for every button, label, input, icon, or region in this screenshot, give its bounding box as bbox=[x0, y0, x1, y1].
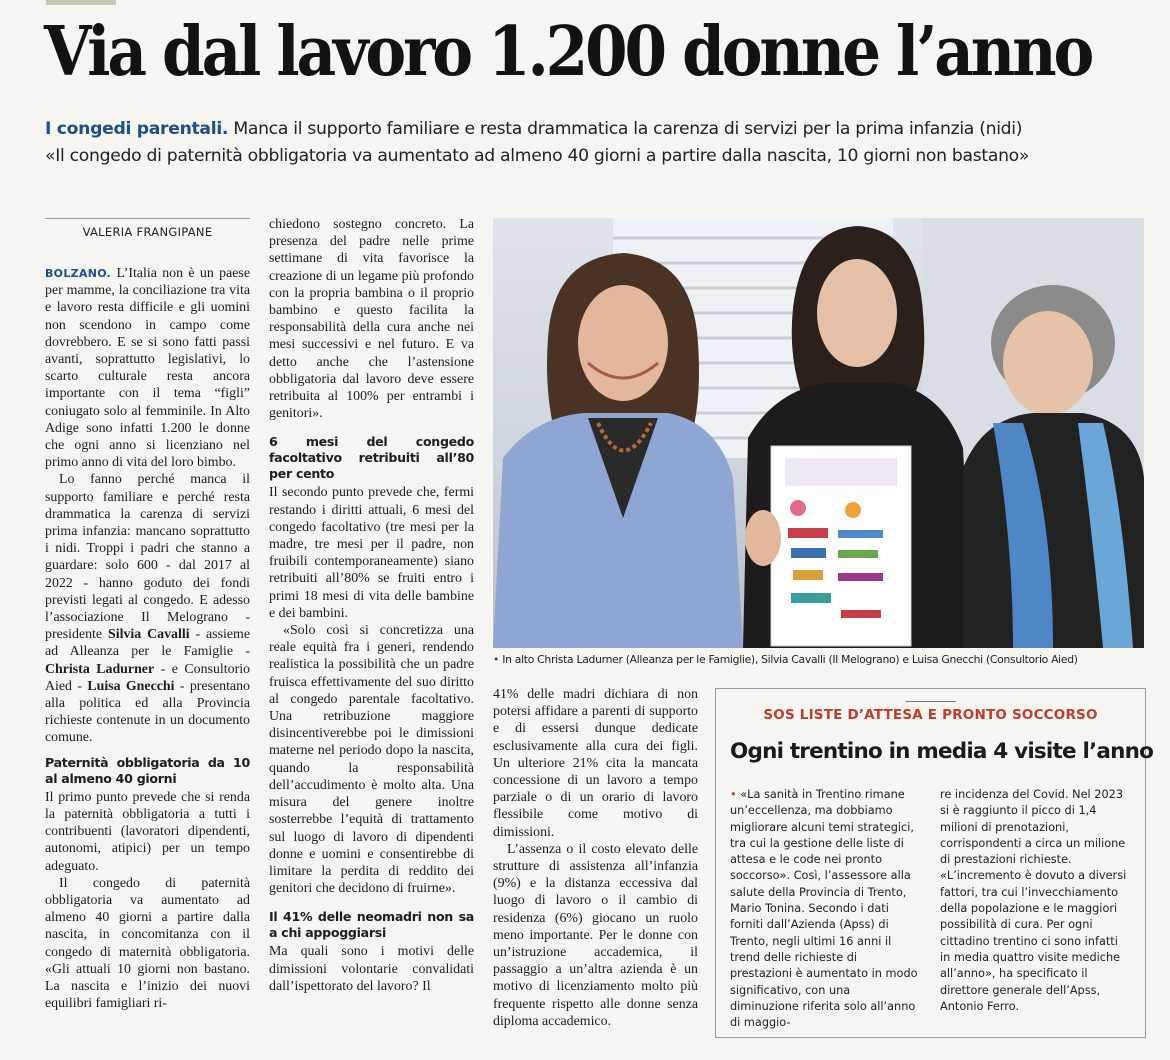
paragraph: chiedono sostegno concreto. La presenza del padre nelle prime settimane di vita favorisce la creazione di un legame più profondo con la propria bambina o il proprio bambino e questo facilita la responsabilità della cura anche nei mesi successivi e nel futuro. E va detto anche che l’astensione obbligatoria dal lavoro deve essere retribuita al 100% per entrambi i genitori». bbox=[269, 217, 474, 422]
paragraph: Il congedo di paternità obbligatoria va aumentato ad almeno 40 giorni a partire dalla nascita, in concomitanza con il congedo di maternità obbligatoria. «Gli attuali 10 giorni non bastano. La nascita e l’inizio dei nuovi equilibri famigliari ri- bbox=[45, 875, 250, 1012]
photo-illustration bbox=[493, 218, 1144, 648]
subhead-line-1: Manca il supporto familiare e resta drammatica la carenza di servizi per la prima infanzia (nidi) bbox=[233, 119, 1023, 139]
paragraph bbox=[45, 265, 250, 471]
sidebar-text: «La sanità in Trentino rimane un’eccellenza, ma dobbiamo migliorare alcuni temi strategici, tra cui la gestione delle liste di attesa e le code nei pronto soccorso». Così, l’assessore alla salute della Provincia di Trento, Mario Tonina. Secondo i dati forniti dall’Azienda (Apss) di Trento, negli ultimi 16 anni il trend delle richieste di prestazioni è aumentato in modo significativo, con una diminuzione riferita solo all’anno di maggio- bbox=[730, 788, 918, 1030]
person-name: Christa Ladurner bbox=[45, 661, 155, 677]
sidebar-box bbox=[715, 688, 1154, 1038]
section-subtitle: 6 mesi del congedo facoltativo retribuiti all’80 per cento bbox=[269, 434, 474, 482]
sidebar-column-1 bbox=[730, 787, 920, 1031]
headline: Via dal lavoro 1.200 donne l’anno bbox=[44, 12, 1092, 92]
sidebar-title: Ogni trentino in media 4 visite l’anno bbox=[730, 739, 1154, 764]
section-subtitle: Paternità obbligatoria da 10 al almeno 40 giorni bbox=[45, 754, 250, 786]
paragraph-text: - presentano alla politica ed alla Provincia richieste contenute in un documento comune. bbox=[45, 678, 250, 746]
paragraph: L’assenza o il costo elevato delle strutture di assistenza all’infanzia (9%) e la distanza eccessiva dal luogo di lavoro o il cambio di residenza (6%) giocano un ruolo meno importante. Per le donne con un’istruzione accademica, il passaggio a un’altra azienda è un motivo di licenziamento molto più frequente rispetto alle donne senza diploma accademico. bbox=[493, 841, 698, 1029]
article-column-1 bbox=[45, 265, 250, 1012]
byline: VALERIA FRANGIPANE bbox=[45, 218, 250, 239]
paragraph: Ma quali sono i motivi delle dimissioni volontarie convalidati dall’ispettorato del lavoro? Il bbox=[269, 944, 474, 994]
paragraph-text: Lo fanno perché manca il supporto familiare e perché resta drammatica la carenza di servizi prima infanzia: mancano soprattutto i nidi. Troppi i padri che stanno a guardare: solo 600 - dal 2017 al 2022 - hanno goduto dei fondi previsti legati al congedo. E adesso l’associazione Il Melograno - presidente bbox=[45, 472, 250, 643]
paragraph-text: L’Italia non è un paese per mamme, la conciliazione tra vita e lavoro resta difficile e gli uomini non scendono in campo come dovrebbero. E se si sono fatti passi avanti, soprattutto legislativi, lo scarto culturale resta ancora importante con il tema “figli” coniugato solo al femminile. In Alto Adige sono infatti 1.200 le donne che ogni anno si licenziano nel primo anno di vita del loro bimbo. bbox=[45, 266, 250, 471]
caption-bullet-icon: • bbox=[493, 653, 500, 666]
subhead-kicker: I congedi parentali. bbox=[45, 119, 229, 139]
person-name: Luisa Gnecchi bbox=[87, 678, 175, 694]
sidebar-kicker: SOS LISTE D’ATTESA E PRONTO SOCCORSO bbox=[763, 707, 1098, 723]
dateline: BOLZANO. bbox=[45, 267, 112, 280]
article-column-3 bbox=[493, 686, 698, 1030]
person-name: Silvia Cavalli bbox=[108, 627, 190, 643]
article-photo bbox=[493, 218, 1144, 648]
bullet-icon: • bbox=[730, 788, 741, 801]
photo-caption bbox=[493, 653, 1153, 666]
sidebar-column-2: re incidenza del Covid. Nel 2023 si è raggiunto il picco di 1,4 milioni di prenotazioni, corrispondenti a circa un milione di prestazioni richieste. «L’incremento è dovuto a diversi fattori, tra cui l’invecchiamento della popolazione e le maggiori possibilità di cura. Per ogni cittadino trentino ci sono infatti in media quattro visite mediche all’anno», ha specificato il direttore generale dell’Apss, Antonio Ferro. bbox=[940, 788, 1127, 1013]
paragraph-text: - assieme ad Alleanza per le Famiglie - bbox=[45, 627, 250, 660]
subheadline bbox=[45, 116, 1155, 170]
paragraph: 41% delle madri dichiara di non potersi affidare a parenti di supporto e di essersi dunque dedicate esclusivamente alla cura dei figli. Un ulteriore 21% cita la mancata concessione di un lavoro a tempo parziale o di un orario di lavoro flessibile come motivo di dimissioni. bbox=[493, 687, 698, 840]
paragraph: Il secondo punto prevede che, fermi restando i diritti attuali, 6 mesi del congedo facoltativo (tre mesi per la madre, tre mesi per il padre, non fruibili contemporaneamente) siano retribuiti all’80% se fruiti entro i primi 18 mesi di vita delle bambine e dei bambini. bbox=[269, 485, 474, 621]
paragraph: Il primo punto prevede che si renda la paternità obbligatoria a tutti i contribuenti (lavoratori dipendenti, autonomi, atipici) per un tempo adeguato. bbox=[45, 789, 250, 874]
article-column-2 bbox=[269, 216, 474, 995]
paragraph-text: - e Consultorio Aied - bbox=[45, 661, 250, 694]
divider bbox=[906, 701, 956, 702]
section-subtitle: Il 41% delle neomadri non sa a chi appoggiarsi bbox=[269, 909, 474, 941]
paragraph bbox=[45, 471, 250, 746]
caption-text: In alto Christa Ladurner (Alleanza per le Famiglie), Silvia Cavalli (Il Melograno) e Luisa Gnecchi (Consultorio Aied) bbox=[502, 653, 1078, 666]
paragraph: «Solo così si concretizza una reale equità fra i generi, rendendo realistica la possibilità che un padre fruisca effettivamente del suo diritto al congedo parentale facoltativo. Una retribuzione maggiore disincentiverebbe poi le dimissioni materne nel periodo dopo la nascita, quando la responsabilità dell’accudimento è molto alta. Una misura del genere inoltre sosterrebbe l’equità di trattamento sul luogo di lavoro di dipendenti donne e uomini e consentirebbe di limitare la perdita di reddito dei genitori che decidono di fruirne». bbox=[269, 623, 474, 897]
subhead-line-2: «Il congedo di paternità obbligatoria va aumentato ad almeno 40 giorni a partire dalla nascita, 10 giorni non bastano» bbox=[45, 146, 1030, 166]
